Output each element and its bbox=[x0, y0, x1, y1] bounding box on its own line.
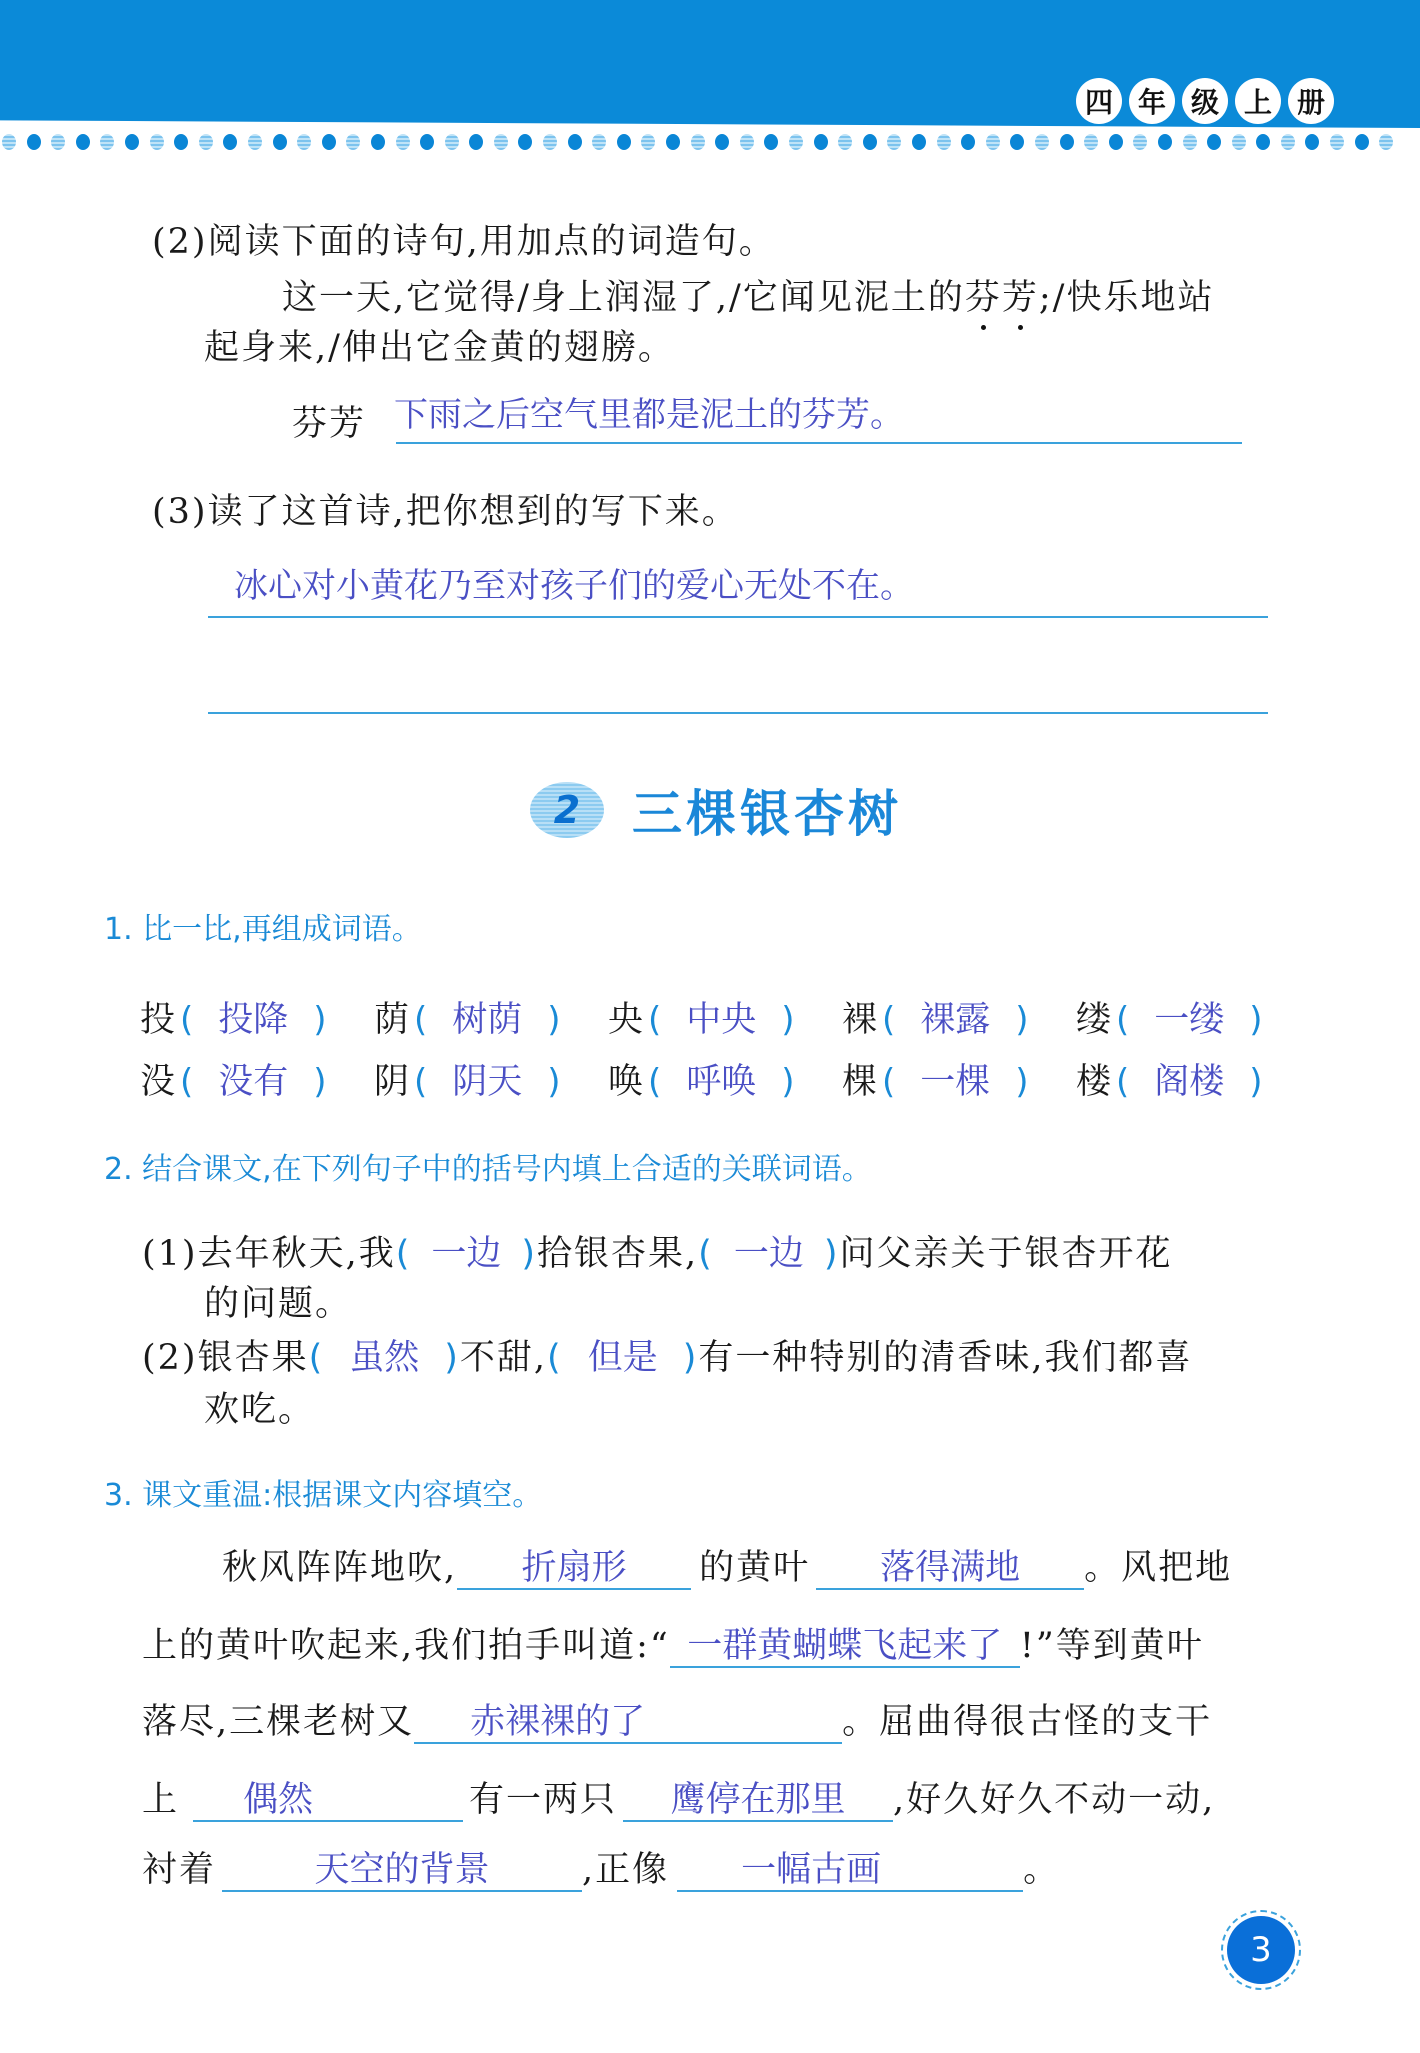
decorative-dot bbox=[518, 134, 532, 150]
word-row-1 bbox=[140, 998, 1310, 1042]
decorative-dot bbox=[100, 134, 114, 150]
decorative-dot bbox=[322, 134, 336, 150]
answer-underline bbox=[396, 442, 1242, 444]
decorative-dot bbox=[1305, 134, 1319, 150]
conjunction-answer[interactable]: 但是 bbox=[587, 1338, 658, 1378]
q2-answer[interactable]: 下雨之后空气里都是泥土的芬芳。 bbox=[394, 395, 904, 435]
word-pair: 唤 ( 呼唤 ) bbox=[608, 1062, 795, 1102]
fill-blank[interactable]: 天空的背景 bbox=[222, 1850, 582, 1892]
decorative-dot bbox=[715, 134, 729, 150]
decorative-dot bbox=[641, 134, 655, 150]
word-answer[interactable]: 中央 bbox=[686, 1000, 757, 1040]
word-pair: 楼 ( 阁楼 ) bbox=[1076, 1062, 1263, 1102]
decorative-dot bbox=[297, 134, 311, 150]
decorative-dot bbox=[445, 134, 459, 150]
word-pair: 投 ( 投降 ) bbox=[140, 1000, 327, 1040]
decorative-dot bbox=[666, 134, 680, 150]
word-answer[interactable]: 一缕 bbox=[1154, 1000, 1225, 1040]
decorative-dot bbox=[912, 134, 926, 150]
passage-line-1: 秋风阵阵地吹, 折扇形 的黄叶 落得满地 。风把地 bbox=[222, 1548, 1233, 1588]
sentence-1-cont: 的问题。 bbox=[204, 1284, 353, 1324]
fill-blank[interactable]: 赤裸裸的了 bbox=[414, 1702, 842, 1744]
passage-line-5: 衬着 天空的背景 ,正像 一幅古画 。 bbox=[142, 1850, 1061, 1890]
decorative-dot bbox=[592, 134, 606, 150]
poem-text: 这一天,它觉得/身上润湿了,/它闻见泥土的 bbox=[282, 278, 965, 318]
base-char: 投 bbox=[140, 1000, 176, 1040]
decorative-dot bbox=[396, 134, 410, 150]
decorative-dot bbox=[814, 134, 828, 150]
decorative-dot bbox=[1281, 134, 1295, 150]
word-answer[interactable]: 一棵 bbox=[920, 1062, 991, 1102]
word-row-2 bbox=[140, 1060, 1310, 1104]
decorative-dot bbox=[125, 134, 139, 150]
word-pair: 荫 ( 树荫 ) bbox=[374, 1000, 561, 1040]
decorative-dot bbox=[346, 134, 360, 150]
base-char: 没 bbox=[140, 1062, 176, 1102]
decorative-dot bbox=[617, 134, 631, 150]
emphasis-dot-char: 芬 bbox=[964, 278, 1002, 318]
word-answer[interactable]: 没有 bbox=[218, 1062, 289, 1102]
word-answer[interactable]: 树荫 bbox=[452, 1000, 523, 1040]
decorative-dot bbox=[764, 134, 778, 150]
decorative-dot bbox=[174, 134, 188, 150]
sentence-2-cont: 欢吃。 bbox=[204, 1390, 316, 1430]
decorative-dot bbox=[838, 134, 852, 150]
decorative-dot bbox=[1084, 134, 1098, 150]
decorative-dot bbox=[1355, 134, 1369, 150]
decorative-dot bbox=[1232, 134, 1246, 150]
poem-line-2: 起身来,/伸出它金黄的翅膀。 bbox=[204, 328, 675, 368]
grade-label bbox=[1076, 78, 1334, 124]
base-char: 裸 bbox=[842, 1000, 878, 1040]
grade-badge: 上 bbox=[1235, 78, 1281, 124]
lesson-title bbox=[530, 774, 902, 846]
exercise-3-heading: 3. 课文重温:根据课文内容填空。 bbox=[104, 1478, 543, 1513]
word-answer[interactable]: 投降 bbox=[218, 1000, 289, 1040]
word-pair: 棵 ( 一棵 ) bbox=[842, 1062, 1029, 1102]
decorative-dot bbox=[1133, 134, 1147, 150]
passage-line-3: 落尽,三棵老树又 赤裸裸的了 。屈曲得很古怪的支干 bbox=[142, 1702, 1213, 1742]
emphasis-dot-char: 芳 bbox=[1001, 278, 1039, 318]
decorative-dot bbox=[273, 134, 287, 150]
decorative-dot bbox=[1379, 134, 1393, 150]
decorative-dot bbox=[199, 134, 213, 150]
fill-blank[interactable]: 一幅古画 bbox=[677, 1850, 1023, 1892]
dotted-divider bbox=[2, 134, 1420, 154]
lesson-number-badge: 2 bbox=[530, 782, 604, 838]
base-char: 缕 bbox=[1076, 1000, 1112, 1040]
word-answer[interactable]: 裸露 bbox=[920, 1000, 991, 1040]
grade-badge: 四 bbox=[1076, 78, 1122, 124]
decorative-dot bbox=[2, 134, 16, 150]
page-number-badge bbox=[1221, 1910, 1301, 1990]
fill-blank[interactable]: 折扇形 bbox=[457, 1548, 691, 1590]
word-pair: 没 ( 没有 ) bbox=[140, 1062, 327, 1102]
decorative-dot bbox=[543, 134, 557, 150]
fill-blank[interactable]: 一群黄蝴蝶飞起来了 bbox=[670, 1626, 1020, 1668]
decorative-dot bbox=[51, 134, 65, 150]
conjunction-answer[interactable]: 一边 bbox=[431, 1234, 502, 1274]
decorative-dot bbox=[223, 134, 237, 150]
exercise-1-heading: 1. 比一比,再组成词语。 bbox=[104, 912, 422, 947]
decorative-dot bbox=[371, 134, 385, 150]
decorative-dot bbox=[1109, 134, 1123, 150]
decorative-dot bbox=[76, 134, 90, 150]
decorative-dot bbox=[150, 134, 164, 150]
lesson-name: 三棵银杏树 bbox=[632, 784, 902, 843]
decorative-dot bbox=[1010, 134, 1024, 150]
answer-underline bbox=[208, 616, 1268, 618]
decorative-dot bbox=[986, 134, 1000, 150]
decorative-dot bbox=[420, 134, 434, 150]
word-pair: 缕 ( 一缕 ) bbox=[1076, 1000, 1263, 1040]
q2-prompt: (2)阅读下面的诗句,用加点的词造句。 bbox=[152, 222, 776, 262]
decorative-dot bbox=[691, 134, 705, 150]
decorative-dot bbox=[1060, 134, 1074, 150]
decorative-dot bbox=[1035, 134, 1049, 150]
answer-underline bbox=[208, 712, 1268, 714]
decorative-dot bbox=[494, 134, 508, 150]
decorative-dot bbox=[887, 134, 901, 150]
poem-text: ;/快乐地站 bbox=[1038, 278, 1215, 318]
decorative-dot bbox=[1183, 134, 1197, 150]
sentence-1: (1)去年秋天,我( 一边 )拾银杏果,( 一边 )问父亲关于银杏开花 bbox=[142, 1234, 1173, 1274]
base-char: 唤 bbox=[608, 1062, 644, 1102]
word-answer[interactable]: 阁楼 bbox=[1154, 1062, 1225, 1102]
grade-badge: 级 bbox=[1182, 78, 1228, 124]
decorative-dot bbox=[1158, 134, 1172, 150]
decorative-dot bbox=[1207, 134, 1221, 150]
passage-line-2: 上的黄叶吹起来,我们拍手叫道:“ 一群黄蝴蝶飞起来了 !”等到黄叶 bbox=[142, 1626, 1204, 1666]
word-pair: 央 ( 中央 ) bbox=[608, 1000, 795, 1040]
grade-badge: 年 bbox=[1129, 78, 1175, 124]
decorative-dot bbox=[789, 134, 803, 150]
q3-answer-line-1[interactable]: 冰心对小黄花乃至对孩子们的爱心无处不在。 bbox=[234, 566, 914, 606]
q3-prompt: (3)读了这首诗,把你想到的写下来。 bbox=[152, 492, 739, 532]
fill-blank[interactable]: 偶然 bbox=[193, 1780, 463, 1822]
decorative-dot bbox=[1256, 134, 1270, 150]
decorative-dot bbox=[469, 134, 483, 150]
base-char: 荫 bbox=[374, 1000, 410, 1040]
base-char: 央 bbox=[608, 1000, 644, 1040]
sentence-2: (2)银杏果( 虽然 )不甜,( 但是 )有一种特别的清香味,我们都喜 bbox=[142, 1338, 1193, 1378]
decorative-dot bbox=[248, 134, 262, 150]
word-label-fenfang: 芬芳 bbox=[292, 404, 367, 444]
fill-blank[interactable]: 落得满地 bbox=[816, 1548, 1084, 1590]
decorative-dot bbox=[27, 134, 41, 150]
decorative-dot bbox=[740, 134, 754, 150]
word-answer[interactable]: 呼唤 bbox=[686, 1062, 757, 1102]
fill-blank[interactable]: 鹰停在那里 bbox=[623, 1780, 893, 1822]
exercise-2-heading: 2. 结合课文,在下列句子中的括号内填上合适的关联词语。 bbox=[104, 1152, 872, 1187]
base-char: 阴 bbox=[374, 1062, 410, 1102]
conjunction-answer[interactable]: 一边 bbox=[733, 1234, 804, 1274]
conjunction-answer[interactable]: 虽然 bbox=[349, 1338, 420, 1378]
word-pair: 裸 ( 裸露 ) bbox=[842, 1000, 1029, 1040]
word-pair: 阴 ( 阴天 ) bbox=[374, 1062, 561, 1102]
word-answer[interactable]: 阴天 bbox=[452, 1062, 523, 1102]
poem-line-1 bbox=[282, 278, 1214, 318]
decorative-dot bbox=[937, 134, 951, 150]
page-number: 3 bbox=[1227, 1916, 1295, 1984]
decorative-dot bbox=[863, 134, 877, 150]
decorative-dot bbox=[1330, 134, 1344, 150]
base-char: 棵 bbox=[842, 1062, 878, 1102]
grade-badge: 册 bbox=[1288, 78, 1334, 124]
decorative-dot bbox=[568, 134, 582, 150]
passage-line-4: 上 偶然 有一两只 鹰停在那里 ,好久好久不动一动, bbox=[142, 1780, 1216, 1820]
base-char: 楼 bbox=[1076, 1062, 1112, 1102]
decorative-dot bbox=[961, 134, 975, 150]
